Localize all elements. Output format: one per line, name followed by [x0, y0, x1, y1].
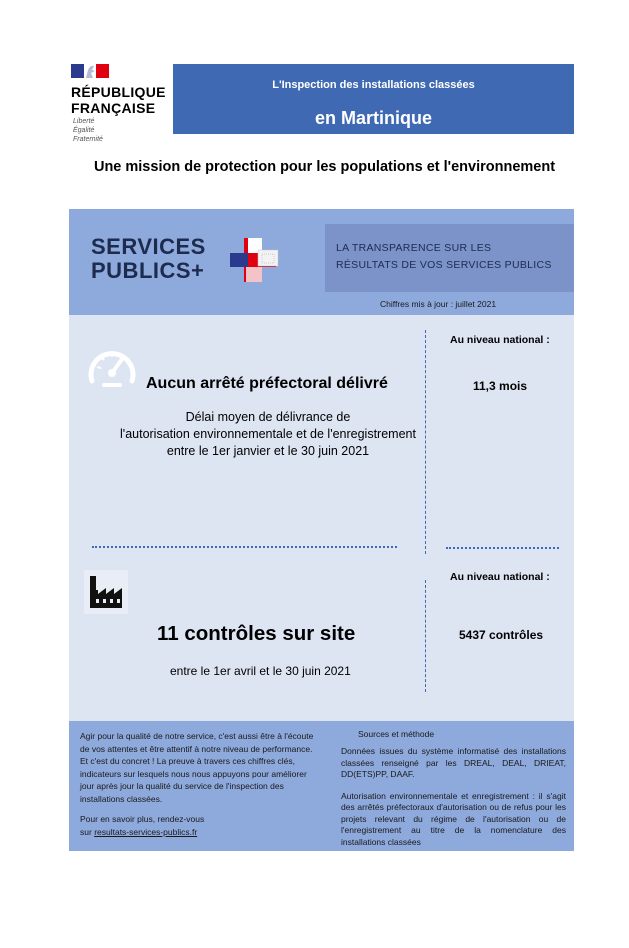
- motto-egalite: Égalité: [73, 127, 95, 134]
- speedometer-icon: [86, 343, 138, 391]
- sources-title: Sources et méthode: [358, 729, 435, 739]
- footer-more-line1: Pour en savoir plus, rendez-vous: [80, 814, 205, 824]
- indicator2-description: entre le 1er avril et le 30 juin 2021: [170, 664, 351, 678]
- footer-more-line2: [80, 826, 316, 839]
- header-subtitle: L'Inspection des installations classées: [272, 79, 475, 91]
- horizontal-divider: [446, 547, 559, 549]
- footer-right: [341, 746, 566, 858]
- services-publics-logo: [91, 235, 206, 283]
- indicator1-title: Aucun arrêté préfectoral délivré: [146, 375, 388, 392]
- indicator1-description: [76, 409, 460, 460]
- footer-left: [80, 730, 316, 838]
- motto-liberte: Liberté: [73, 118, 95, 125]
- services-publics-line1: SERVICES: [91, 234, 206, 259]
- footer-intro-text: Agir pour la qualité de notre service, c'est aussi être à l'écoute de vos attentes et être attentif à notre niveau de performance. Et c'est du concret ! La preuve à travers ces chiffres clés, indicateurs sur lesquels nous nous appuyons pour améliorer jour après jour la qualité du service de l'inspection des installations classées.: [80, 731, 314, 804]
- horizontal-divider: [92, 546, 397, 548]
- tagline-line2: RÉSULTATS DE VOS SERVICES PUBLICS: [336, 259, 552, 271]
- indicator1-desc-line1: Délai moyen de délivrance de: [185, 410, 351, 424]
- update-date: Chiffres mis à jour : juillet 2021: [380, 299, 497, 309]
- motto-fraternite: Fraternité: [73, 136, 103, 143]
- header-title: en Martinique: [314, 108, 432, 128]
- results-link[interactable]: resultats-services-publics.fr: [94, 826, 198, 837]
- vertical-divider: [425, 580, 426, 692]
- indicator1-desc-line3: entre le 1er janvier et le 30 juin 2021: [166, 444, 370, 458]
- factory-icon: [84, 570, 128, 614]
- indicator1-desc-line2: l'autorisation environnementale et de l'enregistrement: [120, 427, 416, 441]
- method-text: Autorisation environnementale et enregistrement : il s'agit des arrêtés préfectoraux d'autorisation ou de refus pour les projets relevant du régime de l'autorisation ou de l'enregistrement au titre de la nomenclature des installations classées: [341, 790, 566, 847]
- vertical-divider: [425, 330, 426, 554]
- indicator2-national-value: 5437 contrôles: [459, 628, 544, 642]
- mission-statement: Une mission de protection pour les populations et l'environnement: [93, 159, 556, 175]
- tagline-line1: LA TRANSPARENCE SUR LES: [336, 242, 492, 254]
- indicator1-national-value: 11,3 mois: [473, 379, 528, 393]
- republique-label: RÉPUBLIQUE: [71, 84, 166, 100]
- indicator1-national-label: Au niveau national :: [450, 334, 550, 346]
- marianne-flag-icon: [71, 64, 109, 78]
- services-publics-line2: PUBLICS+: [91, 258, 205, 283]
- francaise-label: FRANÇAISE: [71, 100, 156, 116]
- transparency-tagline: [336, 240, 552, 274]
- indicator2-title: 11 contrôles sur site: [157, 622, 356, 645]
- indicator2-national-label: Au niveau national :: [450, 571, 550, 583]
- sources-text: Données issues du système informatisé des installations classées renseigné par les DREAL, DEAL, DRIEAT, DD(ETS)PP, DAAF.: [341, 746, 566, 779]
- footer-more-prefix: sur: [80, 826, 92, 837]
- plus-cross-icon: [228, 236, 282, 284]
